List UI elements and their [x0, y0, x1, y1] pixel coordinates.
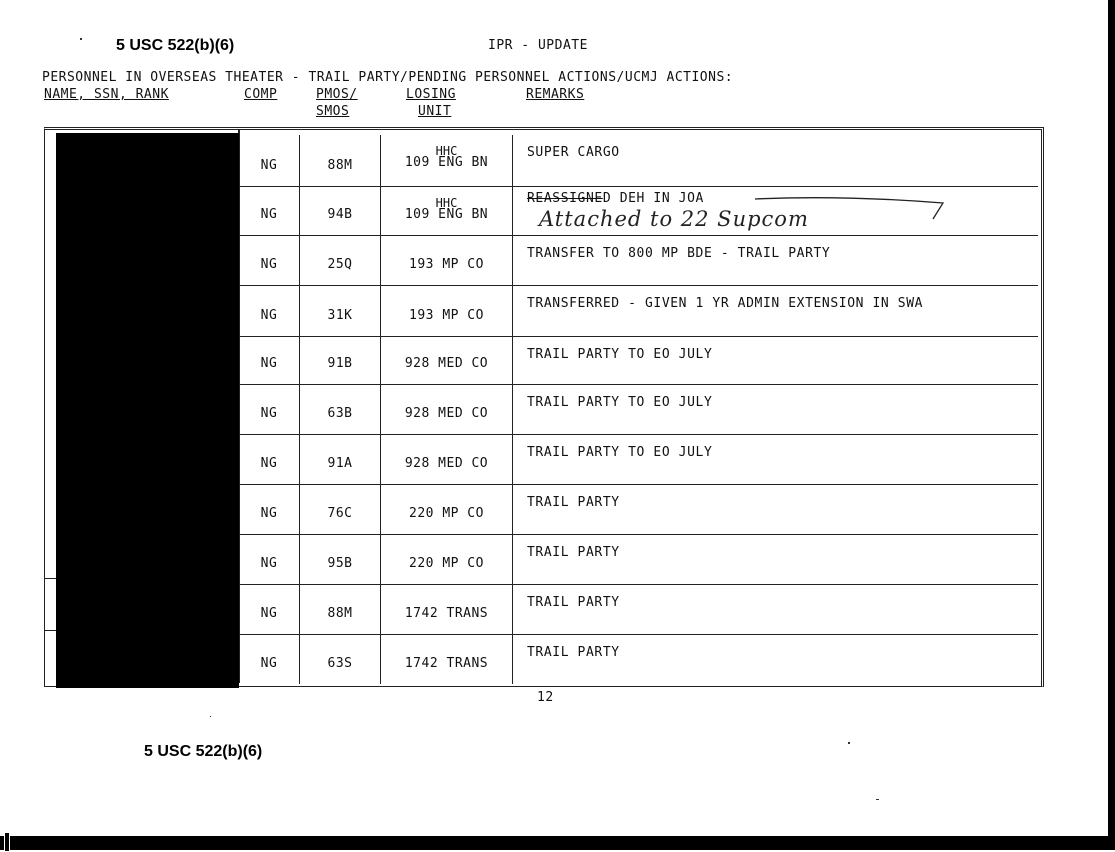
table-row	[239, 286, 1038, 337]
table-row	[239, 535, 1038, 585]
remark-cell: TRAIL PARTY	[527, 645, 620, 660]
unit-company-cell: HHC	[435, 144, 458, 158]
comp-cell: NG	[260, 456, 278, 471]
column-header-name: NAME, SSN, RANK	[44, 87, 169, 102]
unit-cell: 928 MED CO	[404, 356, 489, 371]
comp-cell: NG	[260, 207, 278, 222]
unit-cell: 928 MED CO	[404, 406, 489, 421]
remark-text: D DEH IN JOA	[602, 191, 704, 206]
page-number: 12	[537, 690, 554, 705]
scan-speck	[848, 742, 850, 744]
pmos-cell: 94B	[327, 207, 353, 222]
comp-cell: NG	[260, 257, 278, 272]
table-row	[239, 635, 1038, 684]
scan-speck	[80, 38, 82, 40]
table-row	[239, 236, 1038, 286]
pmos-cell: 31K	[327, 308, 353, 323]
column-header-smos: SMOS	[316, 104, 350, 119]
scan-edge-bottom	[0, 836, 1115, 850]
pmos-cell: 91A	[327, 456, 353, 471]
remark-cell: TRAIL PARTY	[527, 595, 620, 610]
comp-cell: NG	[260, 556, 278, 571]
unit-cell: 193 MP CO	[409, 257, 484, 272]
unit-company-cell: HHC	[435, 196, 458, 210]
unit-cell: 220 MP CO	[409, 556, 484, 571]
unit-cell: 193 MP CO	[409, 308, 484, 323]
pmos-cell: 25Q	[327, 257, 353, 272]
remark-cell: SUPER CARGO	[527, 145, 620, 160]
pmos-cell: 95B	[327, 556, 353, 571]
comp-cell: NG	[260, 356, 278, 371]
pmos-cell: 91B	[327, 356, 353, 371]
remark-cell: TRANSFERRED - GIVEN 1 YR ADMIN EXTENSION IN SWA	[527, 296, 924, 311]
table-row	[239, 585, 1038, 635]
pmos-cell: 76C	[327, 506, 353, 521]
handwritten-bracket	[753, 193, 953, 221]
scan-edge-right	[1108, 0, 1115, 850]
unit-cell: 1742 TRANS	[404, 656, 489, 671]
unit-cell: 1742 TRANS	[404, 606, 489, 621]
comp-cell: NG	[260, 158, 278, 173]
unit-cell: 109 ENG BN	[404, 207, 489, 222]
table-row	[239, 135, 1038, 187]
scan-edge-notch	[4, 832, 10, 852]
redaction-block	[56, 133, 239, 688]
remark-cell: TRAIL PARTY	[527, 495, 620, 510]
unit-cell: 220 MP CO	[409, 506, 484, 521]
pmos-cell: 88M	[327, 158, 353, 173]
column-header-remarks: REMARKS	[526, 87, 585, 102]
table-row	[239, 187, 1038, 236]
comp-cell: NG	[260, 606, 278, 621]
pmos-cell: 88M	[327, 606, 353, 621]
table-row	[239, 435, 1038, 485]
comp-cell: NG	[260, 506, 278, 521]
unit-cell: 109 ENG BN	[404, 155, 489, 170]
struck-remark-text: REASSIGNE	[527, 191, 603, 206]
comp-cell: NG	[260, 308, 278, 323]
exemption-label-top: 5 USC 522(b)(6)	[116, 37, 235, 54]
section-heading: PERSONNEL IN OVERSEAS THEATER - TRAIL PARTY/PENDING PERSONNEL ACTIONS/UCMJ ACTIONS:	[42, 70, 734, 85]
unit-cell: 928 MED CO	[404, 456, 489, 471]
remark-cell: TRAIL PARTY TO EO JULY	[527, 347, 713, 362]
row-fragment	[44, 630, 56, 673]
remark-cell: TRANSFER TO 800 MP BDE - TRAIL PARTY	[527, 246, 831, 261]
scan-speck	[210, 716, 211, 717]
table-row	[239, 485, 1038, 535]
remark-cell	[527, 191, 704, 206]
handwritten-annotation: Attached to 22 Supcom	[539, 207, 809, 231]
column-header-losing: LOSING	[406, 87, 456, 102]
row-fragment	[44, 578, 56, 621]
table-row	[239, 385, 1038, 435]
column-header-unit: UNIT	[418, 104, 452, 119]
remark-cell: TRAIL PARTY	[527, 545, 620, 560]
table-row	[239, 337, 1038, 385]
remark-cell: TRAIL PARTY TO EO JULY	[527, 395, 713, 410]
comp-cell: NG	[260, 656, 278, 671]
exemption-label-bottom: 5 USC 522(b)(6)	[144, 743, 263, 760]
comp-cell: NG	[260, 406, 278, 421]
pmos-cell: 63B	[327, 406, 353, 421]
remark-cell: TRAIL PARTY TO EO JULY	[527, 445, 713, 460]
pmos-cell: 63S	[327, 656, 353, 671]
column-header-comp: COMP	[244, 87, 278, 102]
document-title: IPR - UPDATE	[488, 38, 588, 53]
column-header-pmos: PMOS/	[316, 87, 358, 102]
scan-speck	[876, 799, 879, 800]
